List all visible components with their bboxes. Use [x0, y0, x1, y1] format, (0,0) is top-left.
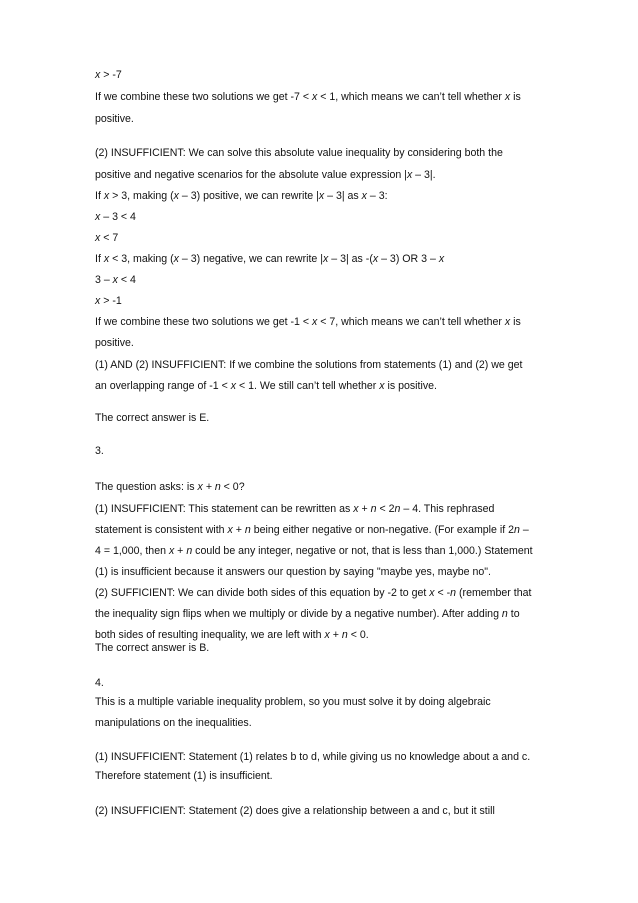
text-line — [95, 168, 436, 182]
variable-text: x — [324, 629, 330, 641]
text-line — [95, 273, 136, 287]
text-run: > -1 — [100, 295, 122, 307]
variable-text: n — [514, 524, 520, 536]
text-line — [95, 112, 134, 126]
variable-text: x — [103, 190, 110, 202]
text-run: If — [95, 190, 104, 202]
text-line — [95, 804, 495, 818]
variable-text: x — [168, 545, 175, 557]
text-line — [95, 480, 245, 494]
text-line — [95, 315, 521, 329]
text-run: manipulations on the inequalities. — [95, 717, 252, 729]
text-run: – 3 < 4 — [100, 211, 136, 223]
variable-text: x — [230, 380, 237, 392]
text-run: – 3) negative, we can rewrite | — [178, 253, 323, 265]
text-line — [95, 769, 273, 783]
text-line — [95, 210, 136, 224]
text-run: positive. — [95, 337, 134, 349]
text-line — [95, 411, 209, 425]
text-run: positive and negative scenarios for the absolute value expression | — [95, 169, 407, 181]
text-run: (2) INSUFFICIENT: We can solve this absolute value inequality by considering both the — [95, 147, 503, 159]
text-run: could be any integer, negative or not, that is less than 1,000.) Statement — [192, 545, 533, 557]
text-line — [95, 523, 529, 537]
text-run: > -7 — [100, 69, 122, 81]
variable-text: n — [394, 503, 401, 515]
text-run: to — [507, 608, 520, 620]
text-run: – 3) positive, we can rewrite | — [178, 190, 319, 202]
text-run: – 3|. — [412, 169, 436, 181]
text-run: If we combine these two solutions we get -7 < — [95, 91, 312, 103]
text-run: – 3: — [366, 190, 388, 202]
text-run: < 0. — [347, 629, 369, 641]
variable-text: n — [341, 629, 348, 641]
text-run: < 1, which means we can’t tell whether — [317, 91, 505, 103]
variable-text: x — [312, 316, 318, 328]
variable-text: x — [173, 190, 179, 202]
text-run: the inequality sign flips when we multiply or divide by a negative number). After adding — [95, 608, 502, 620]
variable-text: n — [370, 503, 377, 515]
text-run: < - — [434, 587, 451, 599]
text-run: 4. — [95, 677, 104, 689]
variable-text: x — [95, 295, 101, 307]
text-line — [95, 252, 444, 266]
text-line — [95, 444, 104, 458]
text-run: is positive. — [384, 380, 437, 392]
text-run: + — [358, 503, 371, 515]
variable-text: x — [103, 253, 110, 265]
text-line — [95, 607, 520, 621]
variable-text: x — [227, 524, 233, 536]
text-line — [95, 544, 533, 558]
text-run: < 1. We still can’t tell whether — [236, 380, 380, 392]
text-run: 3. — [95, 445, 104, 457]
text-line — [95, 146, 503, 160]
variable-text: x + n — [197, 481, 221, 493]
variable-text: x — [95, 211, 101, 223]
text-line — [95, 68, 122, 82]
text-line — [95, 336, 134, 350]
text-run: – 4. This rephrased — [400, 503, 495, 515]
text-run: < 2 — [376, 503, 395, 515]
text-run: (2) SUFFICIENT: We can divide both sides of this equation by -2 to get — [95, 587, 430, 599]
variable-text: x — [318, 190, 325, 202]
text-line — [95, 716, 252, 730]
text-line — [95, 676, 104, 690]
text-run: + — [329, 629, 342, 641]
text-run: If we combine these two solutions we get -1 < — [95, 316, 312, 328]
text-run: < 3, making ( — [109, 253, 174, 265]
text-run: (2) INSUFFICIENT: Statement (2) does give a relationship between a and c, but it still — [95, 805, 495, 817]
text-line — [95, 695, 491, 709]
text-run: statement is consistent with — [95, 524, 228, 536]
text-run: < 7 — [100, 232, 119, 244]
text-line — [95, 90, 521, 104]
text-run: Therefore statement (1) is insufficient. — [95, 770, 273, 782]
variable-text: x — [95, 232, 101, 244]
text-run: (1) is insufficient because it answers our question by saying "maybe yes, maybe no". — [95, 566, 491, 578]
text-run: The question asks: is — [95, 481, 198, 493]
text-line — [95, 565, 491, 579]
text-run: The correct answer is E. — [95, 412, 210, 424]
text-run: + — [174, 545, 187, 557]
text-line — [95, 294, 122, 308]
text-run: The correct answer is B. — [95, 642, 210, 654]
variable-text: x — [504, 91, 511, 103]
text-line — [95, 231, 118, 245]
variable-text: x — [429, 587, 435, 599]
text-line — [95, 586, 531, 600]
text-line — [95, 502, 494, 516]
text-run: – 3| as -( — [328, 253, 373, 265]
text-run: positive. — [95, 113, 134, 125]
text-run: – 3| as — [324, 190, 362, 202]
text-line — [95, 641, 209, 655]
text-run: (1) AND (2) INSUFFICIENT: If we combine the solutions from statements (1) and (2) we get — [95, 359, 523, 371]
text-run: If — [95, 253, 104, 265]
variable-text: n — [450, 587, 457, 599]
variable-text: x — [438, 253, 445, 265]
text-run: (remember that — [456, 587, 532, 599]
variable-text: x — [95, 69, 101, 81]
variable-text: x — [312, 91, 318, 103]
variable-text: n — [186, 545, 193, 557]
text-line — [95, 358, 522, 372]
text-line — [95, 379, 437, 393]
variable-text: x — [323, 253, 329, 265]
text-run: is — [510, 91, 521, 103]
text-run: (1) INSUFFICIENT: This statement can be rewritten as — [95, 503, 354, 515]
variable-text: x — [406, 169, 413, 181]
variable-text: x — [173, 253, 179, 265]
variable-text: x — [361, 190, 367, 202]
text-run: (1) INSUFFICIENT: Statement (1) relates b to d, while giving us no knowledge about a and c. — [95, 751, 531, 763]
variable-text: x — [379, 380, 385, 392]
text-run: + — [232, 524, 245, 536]
text-line — [95, 628, 369, 642]
text-run: is — [510, 316, 521, 328]
variable-text: n — [244, 524, 251, 536]
text-run: – — [519, 524, 529, 536]
text-run: both sides of resulting inequality, we are left with — [95, 629, 325, 641]
text-run: – 3) OR 3 – — [378, 253, 439, 265]
variable-text: x — [504, 316, 511, 328]
text-run: 4 = 1,000, then — [95, 545, 169, 557]
text-run: 3 – — [95, 274, 113, 286]
text-run: < 7, which means we can’t tell whether — [317, 316, 505, 328]
text-run: < 0? — [220, 481, 245, 493]
text-run: an overlapping range of -1 < — [95, 380, 231, 392]
variable-text: n — [501, 608, 508, 620]
text-line — [95, 189, 388, 203]
variable-text: x — [353, 503, 359, 515]
variable-text: x — [372, 253, 379, 265]
text-run: being either negative or non-negative. (For example if 2 — [250, 524, 514, 536]
text-run: < 4 — [117, 274, 136, 286]
text-line — [95, 750, 530, 764]
text-run: This is a multiple variable inequality problem, so you must solve it by doing algebraic — [95, 696, 491, 708]
variable-text: x — [112, 274, 118, 286]
text-run: > 3, making ( — [109, 190, 174, 202]
